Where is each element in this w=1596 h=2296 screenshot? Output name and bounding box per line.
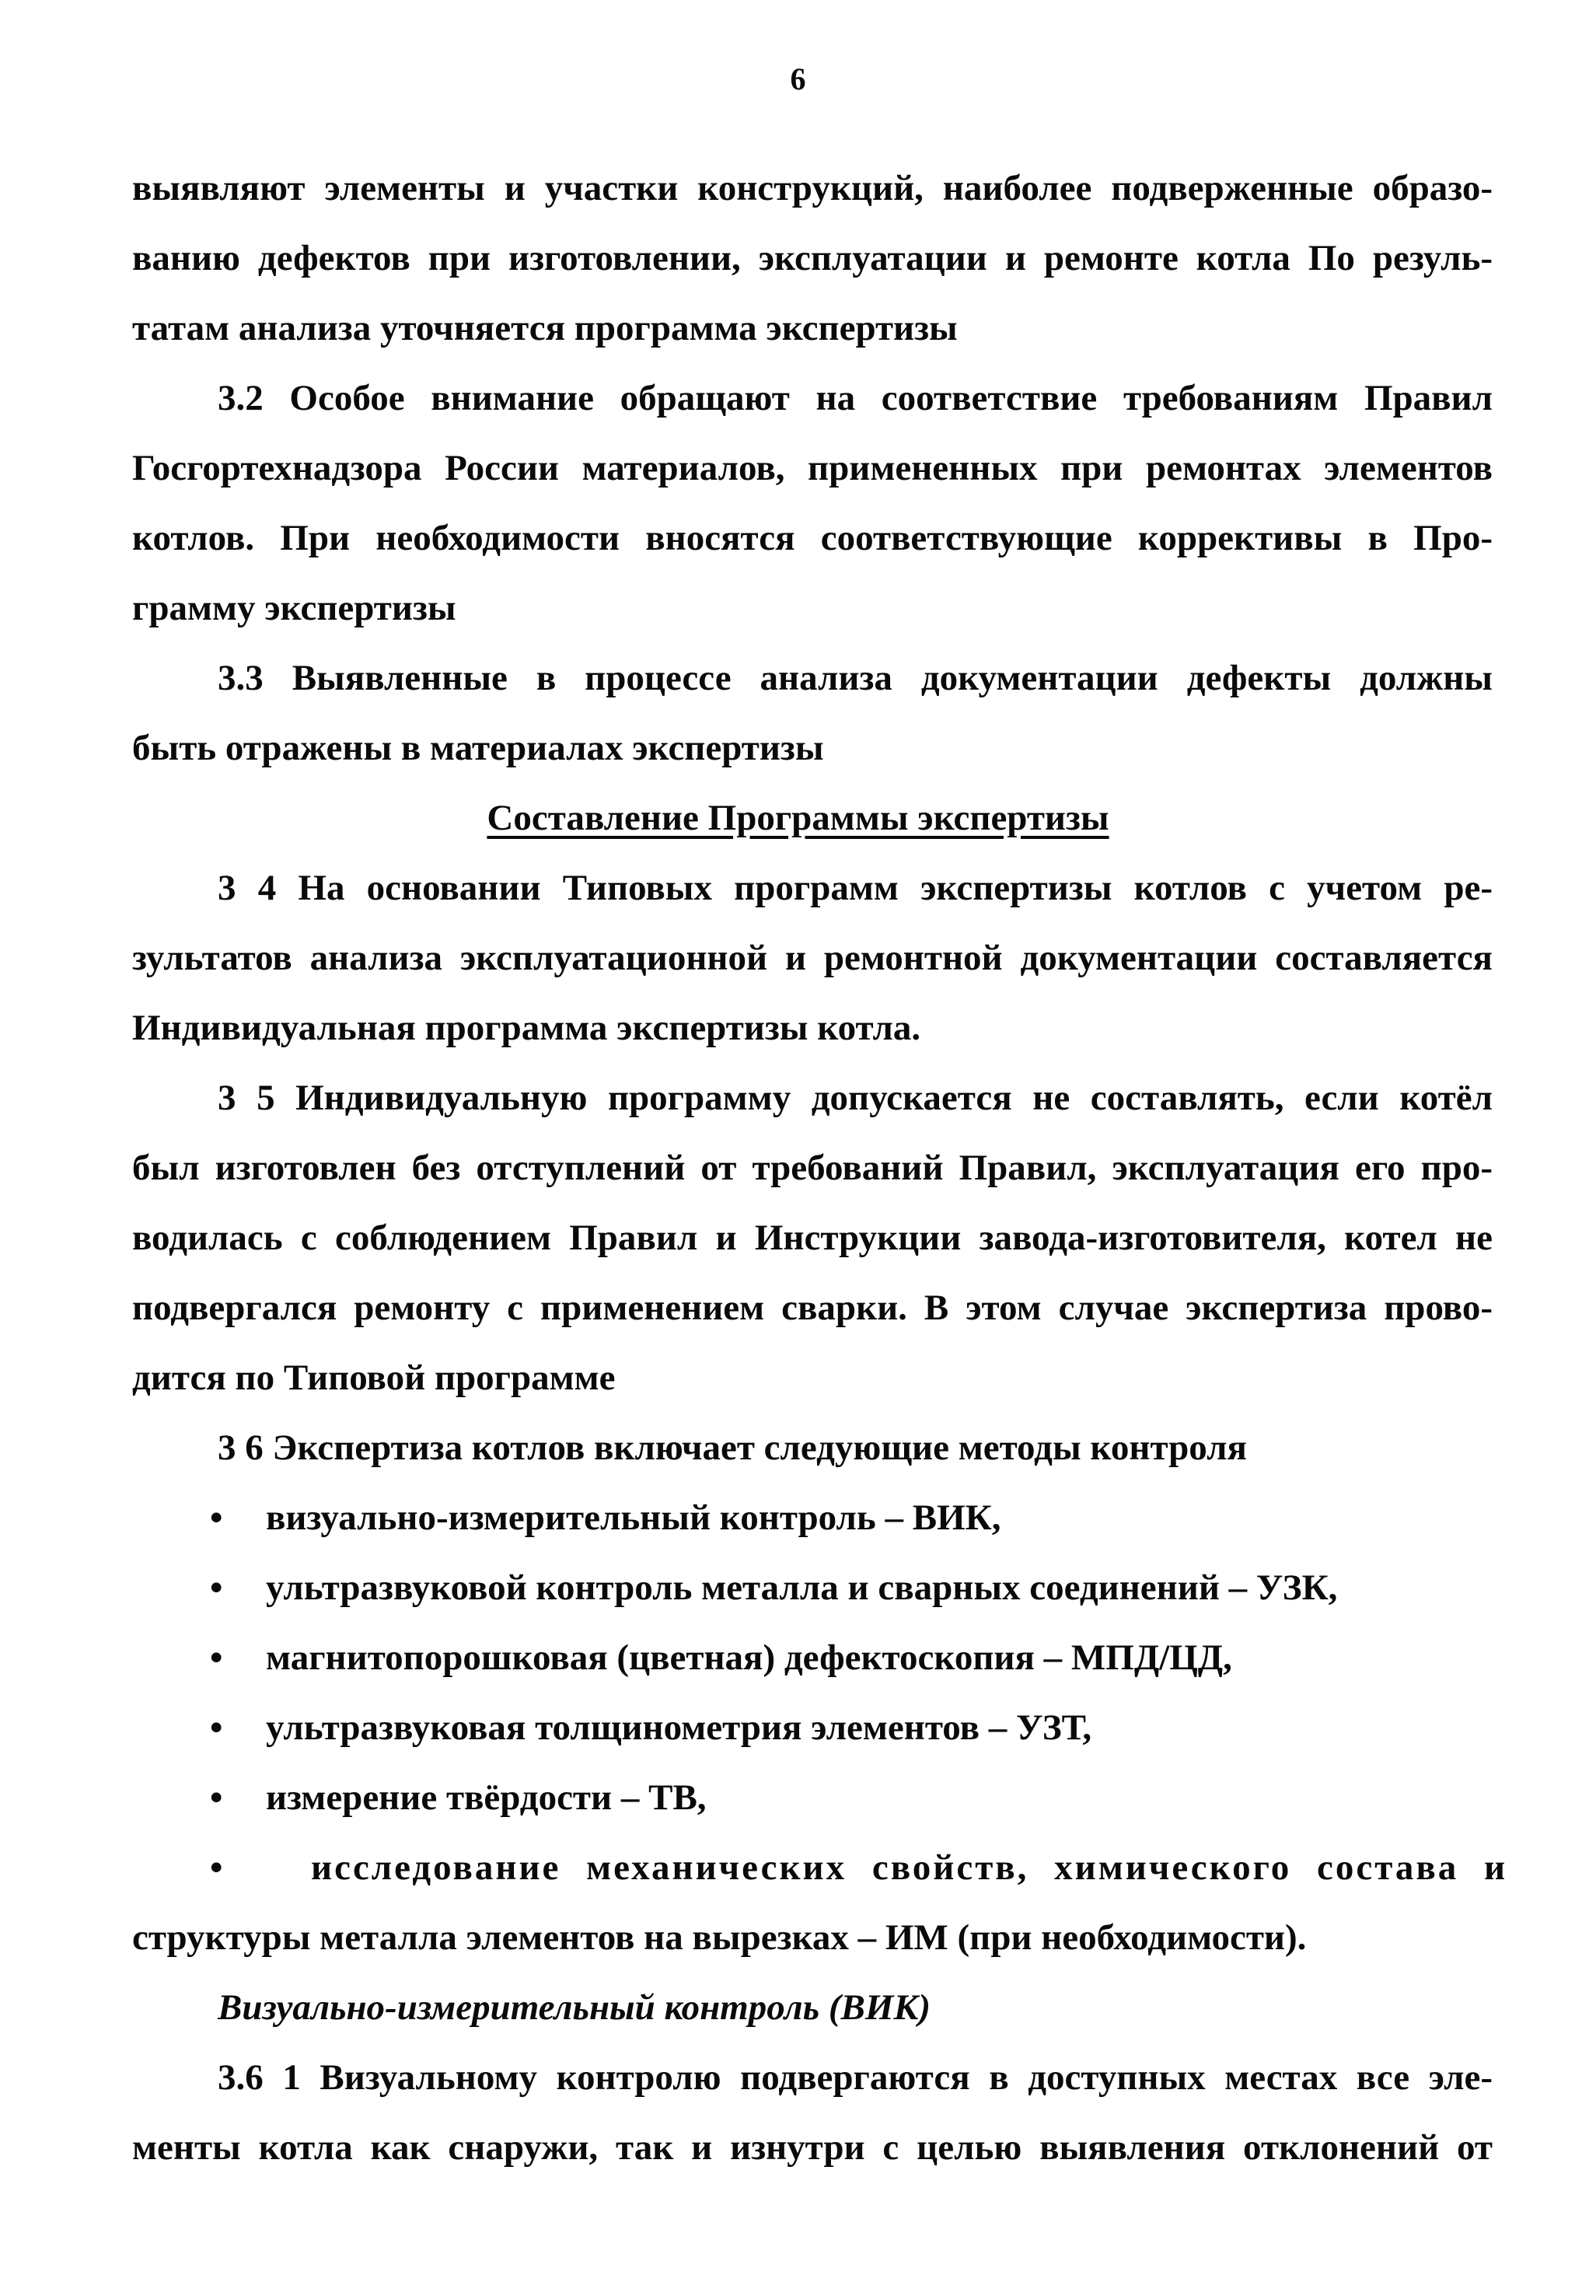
list-item-text: ультразвуковая толщинометрия элементов – УЗТ, xyxy=(266,1707,1092,1748)
paragraph-line: грамму экспертизы xyxy=(132,588,456,628)
paragraph-line: 3.3 Выявленные в процессе анализа документации дефекты должны xyxy=(218,658,1493,698)
paragraph-line: котлов. При необходимости вносятся соответствующие коррективы в Про- xyxy=(132,518,1493,558)
list-item-text: магнитопорошковая (цветная) дефектоскопия – МПД/ЦД, xyxy=(266,1637,1232,1678)
list-item xyxy=(210,1704,1493,1751)
paragraph-line: подвергался ремонту с применением сварки. В этом случае экспертиза прово- xyxy=(132,1288,1493,1328)
bullet-icon: • xyxy=(210,1637,223,1678)
paragraph-line: менты котла как снаружи, так и изнутри с целью выявления отклонений от xyxy=(132,2127,1493,2168)
list-item-text: исследование механических свойств, химического состава и xyxy=(311,1847,1508,1888)
list-item-text: измерение твёрдости – ТВ, xyxy=(266,1777,707,1818)
section-heading: Составление Программы экспертизы xyxy=(487,798,1109,838)
list-item-text: визуально-измерительный контроль – ВИК, xyxy=(266,1497,1001,1538)
paragraph-line: дится по Типовой программе xyxy=(132,1358,616,1398)
bullet-icon: • xyxy=(210,1707,223,1748)
bullet-icon: • xyxy=(210,1497,223,1538)
paragraph-line: 3.2 Особое внимание обращают на соответствие требованиям Правил xyxy=(218,378,1493,418)
paragraph-line: Госгортехнадзора России материалов, примененных при ремонтах элементов xyxy=(132,448,1493,488)
paragraph-line: татам анализа уточняется программа экспертизы xyxy=(132,308,958,348)
paragraph-line: выявляют элементы и участки конструкций, наиболее подверженные образо- xyxy=(132,168,1493,208)
subsection-heading: Визуально-измерительный контроль (ВИК) xyxy=(218,1987,931,2028)
bullet-icon: • xyxy=(210,1777,223,1818)
list-item-continuation: структуры металла элементов на вырезках – ИМ (при необходимости). xyxy=(132,1917,1307,1958)
bullet-icon: • xyxy=(210,1567,223,1608)
list-item xyxy=(210,1494,1493,1541)
list-item xyxy=(210,1564,1493,1611)
list-item-text: ультразвуковой контроль металла и сварных соединений – УЗК, xyxy=(266,1567,1338,1608)
bullet-icon: • xyxy=(210,1847,223,1888)
list-intro: 3 6 Экспертиза котлов включает следующие методы контроля xyxy=(218,1428,1247,1468)
list-item xyxy=(210,1634,1493,1681)
paragraph-line: был изготовлен без отступлений от требований Правил, эксплуатация его про- xyxy=(132,1148,1493,1188)
paragraph-line: Индивидуальная программа экспертизы котла. xyxy=(132,1008,921,1048)
paragraph-line: водилась с соблюдением Правил и Инструкции завода-изготовителя, котел не xyxy=(132,1218,1493,1258)
list-item xyxy=(210,1774,1493,1821)
paragraph-line: ванию дефектов при изготовлении, эксплуатации и ремонте котла По резуль- xyxy=(132,238,1493,278)
paragraph-line: 3 5 Индивидуальную программу допускается не составлять, если котёл xyxy=(218,1078,1493,1118)
paragraph-line: 3 4 На основании Типовых программ экспертизы котлов с учетом ре- xyxy=(218,868,1493,908)
paragraph-line: 3.6 1 Визуальному контролю подвергаются в доступных местах все эле- xyxy=(218,2057,1493,2098)
list-item-long xyxy=(210,1844,1508,1891)
paragraph-line: зультатов анализа эксплуатационной и ремонтной документации составляется xyxy=(132,938,1493,978)
paragraph-line: быть отражены в материалах экспертизы xyxy=(132,728,824,768)
page-number: 6 xyxy=(790,61,806,96)
